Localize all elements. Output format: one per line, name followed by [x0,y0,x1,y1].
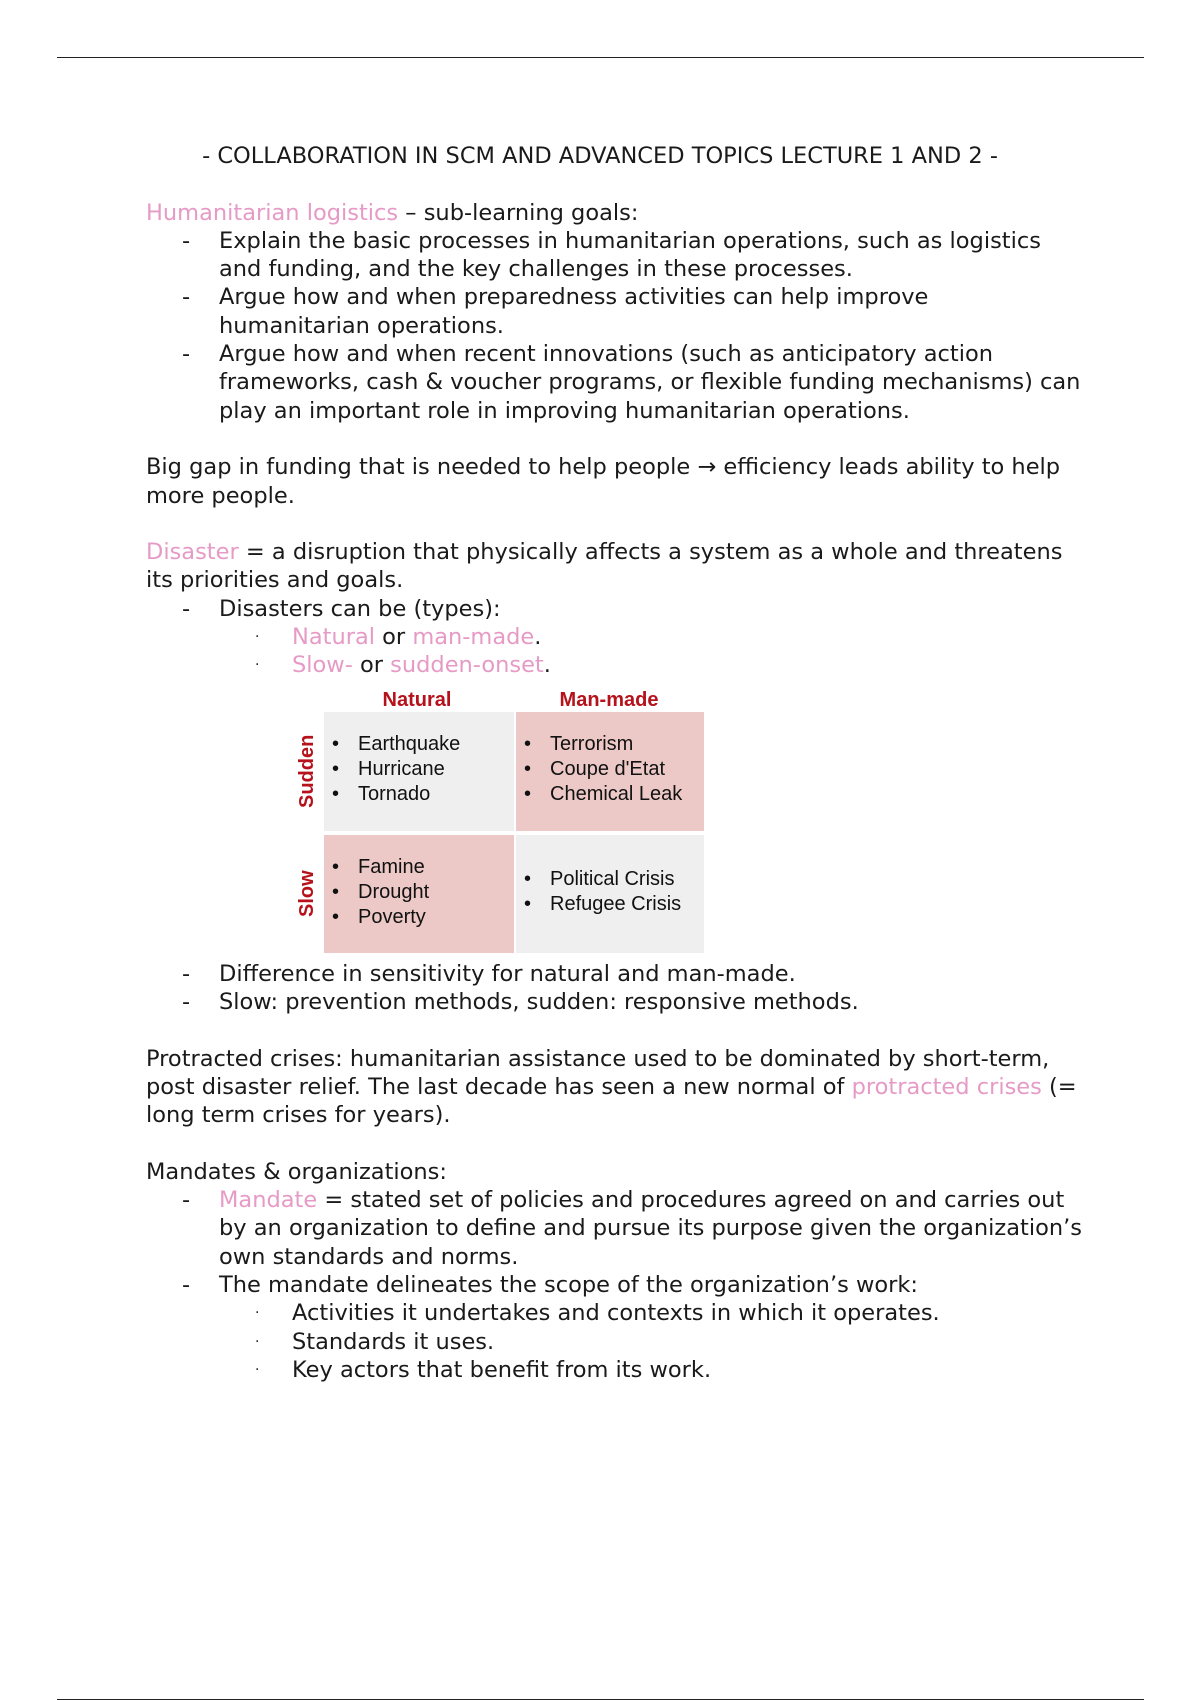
page-title: - COLLABORATION IN SCM AND ADVANCED TOPICS LECTURE 1 AND 2 - [202,143,998,169]
list-item: • Drought [330,880,514,905]
list-item: • Tornado [330,782,514,807]
list-item: • Coupe d'Etat [522,757,704,782]
matrix-cell-slow-manmade [516,835,704,953]
matrix-cell-slow-natural [324,835,514,953]
list-item: · Key actors that benefit from its work. [255,1356,712,1383]
term-disaster: Disaster [146,539,239,566]
mandates-heading: Mandates & organizations: [146,1158,447,1185]
list-item: - Mandate = stated set of policies and procedures agreed on and carries out by an organization to define and pursue its purpose given the organization’s own standards and norms. [182,1187,1083,1270]
goals-heading: Humanitarian logistics – sub-learning goals: [146,199,639,226]
list-item: - Disasters can be (types): [182,595,501,622]
disaster-types-sublist [219,623,1086,680]
disaster-notes-list [146,960,1086,1017]
list-item: - Argue how and when recent innovations (such as anticipatory action frameworks, cash & voucher programs, or flexible funding mechanisms) can play an important role in improving humanitarian operations. [182,341,1081,424]
disaster-definition: Disaster = a disruption that physically affects a system as a whole and threatens its priorities and goals. [146,539,1063,594]
matrix-cell-sudden-manmade [516,712,704,831]
list-item: · Activities it undertakes and contexts in which it operates. [255,1300,940,1327]
list-item: - Explain the basic processes in humanitarian operations, such as logistics and funding, and the key challenges in these processes. [182,227,1041,283]
list-item: - The mandate delineates the scope of the organization’s work: [182,1271,918,1298]
protracted-crises-paragraph: Protracted crises: humanitarian assistance used to be dominated by short-term, post disaster relief. The last decade has seen a new normal of protracted crises (= long term crises for years). [146,1045,1077,1129]
list-item: • Refugee Crisis [522,892,704,917]
list-item: • Earthquake [330,732,514,757]
term-humanitarian-logistics: Humanitarian logistics [146,199,399,226]
matrix-row-slow: Slow [295,870,318,917]
term-mandate: Mandate [219,1187,318,1214]
list-item: - Argue how and when preparedness activities can help improve humanitarian operations. [182,284,929,339]
list-item: · Standards it uses. [255,1328,495,1355]
list-item: · Natural or man-made. [255,624,542,651]
top-rule [57,57,1144,58]
list-item: • Poverty [330,905,514,930]
disaster-matrix-figure [292,680,712,960]
matrix-cell-sudden-natural [324,712,514,831]
list-item: • Political Crisis [522,867,704,892]
list-item: • Famine [330,855,514,880]
term-protracted-crises: protracted crises [851,1073,1042,1100]
matrix-col-natural: Natural [382,688,452,711]
list-item: - Difference in sensitivity for natural and man-made. [182,960,796,987]
list-item: • Hurricane [330,757,514,782]
funding-gap-paragraph: Big gap in funding that is needed to help people → efficiency leads ability to help more people. [146,454,1061,509]
matrix-col-manmade: Man-made [559,688,659,711]
disaster-types-list [146,595,1086,623]
list-item: - Slow: prevention methods, sudden: responsive methods. [182,988,859,1015]
document-page [146,142,1086,1384]
list-item: • Terrorism [522,732,704,757]
mandate-scope-sublist [219,1299,1086,1384]
matrix-row-sudden: Sudden [295,734,318,808]
list-item: · Slow- or sudden-onset. [255,652,551,679]
list-item: • Chemical Leak [522,782,704,807]
goals-list [146,227,1086,425]
mandates-list [146,1186,1086,1299]
